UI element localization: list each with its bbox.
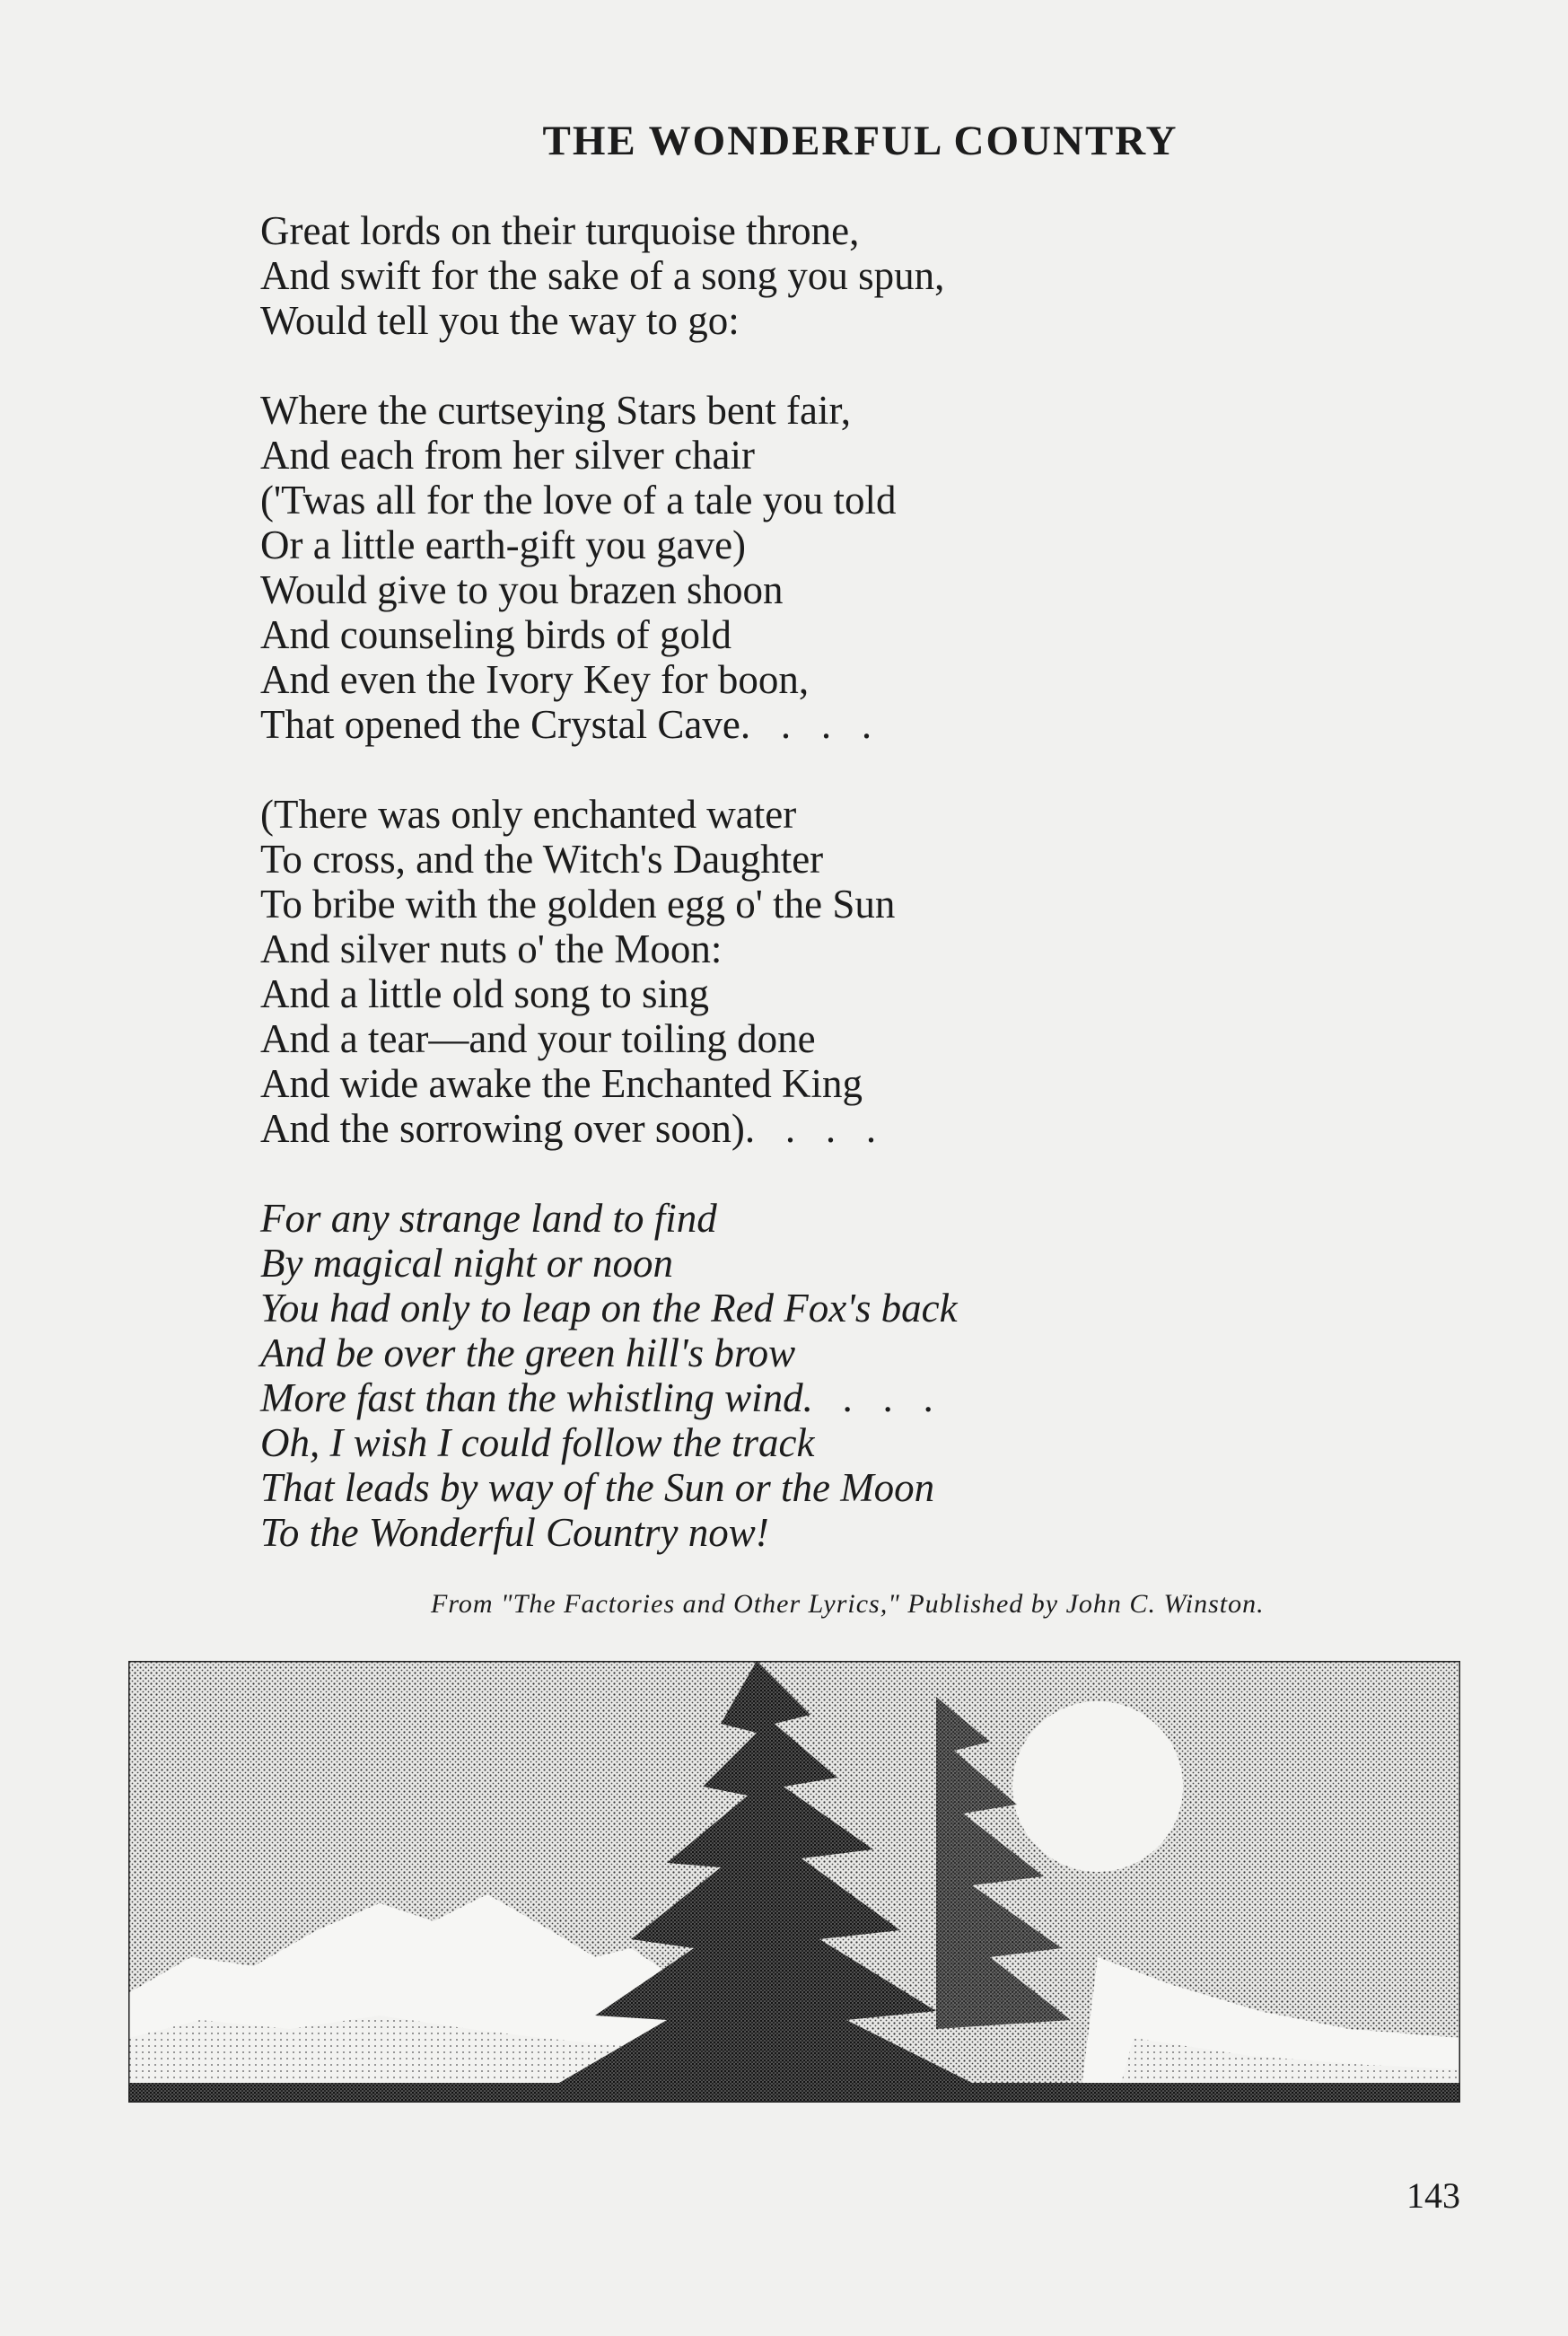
poem-line: And swift for the sake of a song you spun,: [260, 253, 945, 298]
poem-line: And be over the green hill's brow: [260, 1330, 796, 1375]
stanza-4: [260, 1196, 1158, 1555]
stanza-2: [260, 388, 1158, 747]
poem-line: And a tear—and your toiling done: [260, 1016, 816, 1061]
stanza-3: [260, 792, 1158, 1151]
moon: [1012, 1701, 1183, 1872]
poem-line: And each from her silver chair: [260, 433, 756, 478]
poem-line: Great lords on their turquoise throne,: [260, 208, 860, 253]
poem-line: You had only to leap on the Red Fox's back: [260, 1286, 958, 1330]
page-number: 143: [1406, 2175, 1460, 2216]
poem-line: And even the Ivory Key for boon,: [260, 657, 810, 702]
poem-line: And wide awake the Enchanted King: [260, 1061, 863, 1106]
poem-line: And a little old song to sing: [260, 971, 709, 1016]
poem-line: That opened the Crystal Cave. . . .: [260, 702, 872, 747]
poem-line: Or a little earth-gift you gave): [260, 523, 747, 567]
poem-line: Oh, I wish I could follow the track: [260, 1420, 815, 1465]
poem-line: For any strange land to find: [260, 1196, 717, 1241]
attribution: From "The Factories and Other Lyrics," Published by John C. Winston.: [431, 1589, 1265, 1619]
landscape-illustration: [128, 1661, 1460, 2103]
poem-line: (There was only enchanted water: [260, 792, 797, 837]
poem-line: Would tell you the way to go:: [260, 298, 740, 343]
poem-line: More fast than the whistling wind. . . .: [260, 1375, 934, 1420]
poem-line: Where the curtseying Stars bent fair,: [260, 388, 851, 433]
poem-line: That leads by way of the Sun or the Moon: [260, 1465, 935, 1510]
foreground-ground: [128, 2083, 1460, 2103]
poem-line: And silver nuts o' the Moon:: [260, 926, 723, 971]
poem-line: And counseling birds of gold: [260, 612, 731, 657]
poem-line: To the Wonderful Country now!: [260, 1510, 769, 1555]
poem: [260, 208, 1158, 1600]
poem-line: Would give to you brazen shoon: [260, 567, 784, 612]
poem-line: ('Twas all for the love of a tale you told: [260, 478, 897, 523]
poem-line: By magical night or noon: [260, 1241, 673, 1286]
poem-line: And the sorrowing over soon). . . .: [260, 1106, 877, 1151]
poem-line: To cross, and the Witch's Daughter: [260, 837, 824, 882]
stanza-1: [260, 208, 1158, 343]
poem-line: To bribe with the golden egg o' the Sun: [260, 882, 896, 926]
page-title: THE WONDERFUL COUNTRY: [542, 118, 1178, 164]
